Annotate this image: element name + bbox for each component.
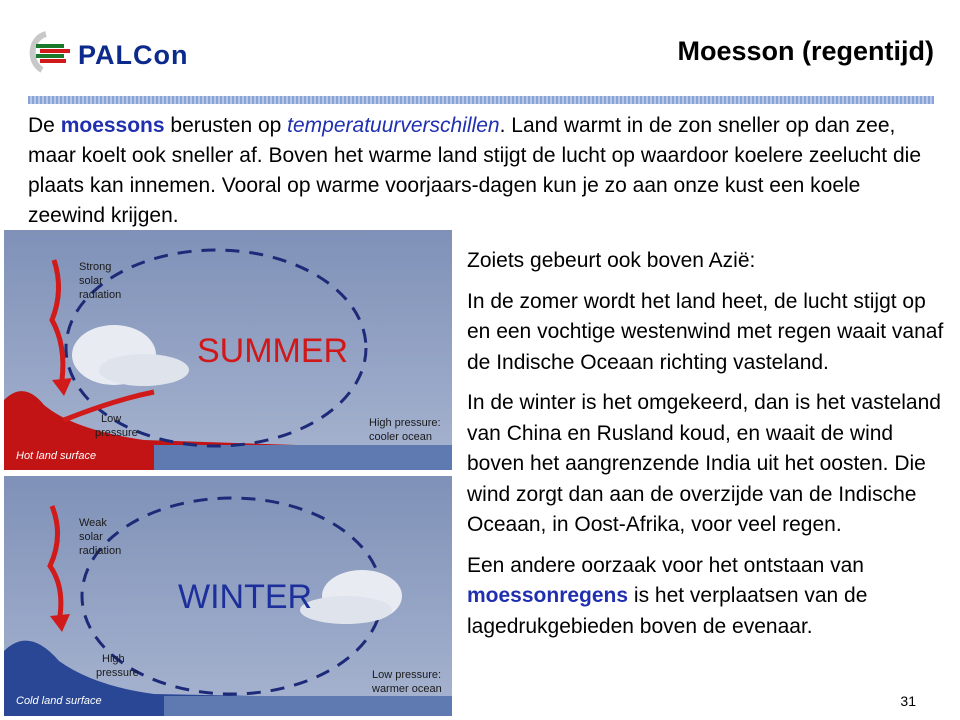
winter-title: WINTER: [178, 578, 313, 616]
logo-text: PALCon: [78, 40, 189, 70]
summer-low-label-2: pressure: [95, 427, 138, 439]
summer-radiation-label-1: Strong: [79, 261, 112, 273]
winter-high-label-2: pressure: [96, 667, 139, 679]
title-divider: [28, 96, 934, 104]
intro-text-2: berusten op: [164, 114, 288, 137]
right-paragraph-3: In de winter is het omgekeerd, dan is het vasteland van China en Rusland koud, en waait de wind boven het aangrenzende India uit het oosten. Die wind zorgt dan aan de overzijde van de Indische Oceaan, in Oost-Afrika, voor veel regen.: [467, 391, 941, 536]
page-number: 31: [900, 693, 916, 709]
winter-diagram: [4, 476, 452, 716]
right-paragraph-1: Zoiets gebeurt ook boven Azië:: [467, 249, 756, 272]
right-paragraph-2: In de zomer wordt het land heet, de lucht stijgt op en een vochtige westenwind met regen waait vanaf de Indische Oceaan richting vasteland.: [467, 289, 944, 374]
summer-high-label-1: High pressure:: [369, 417, 441, 429]
summer-diagram: [4, 230, 452, 470]
intro-italic: temperatuurverschillen: [287, 114, 500, 137]
summer-title: SUMMER: [197, 332, 349, 370]
right-p4-keyword: moessonregens: [467, 584, 629, 607]
winter-radiation-label-1: Weak: [79, 517, 107, 529]
winter-surface-label: Cold land surface: [16, 695, 102, 707]
winter-radiation-label-2: solar: [79, 531, 103, 543]
intro-text-1: De: [28, 114, 61, 137]
summer-low-label-1: Low: [101, 413, 122, 425]
intro-text-3: . Land warmt in de zon sneller op dan zee, maar koelt ook sneller af. Boven het warme land stijgt de lucht op waardoor koelere zeelucht die plaats kan innemen. Vooral op warme voorjaars-dagen kun je zo aan onze kust een koele zeewind krijgen.: [28, 114, 921, 227]
winter-high-label-1: High: [102, 653, 125, 665]
winter-radiation-label-3: radiation: [79, 545, 122, 557]
logo-hands-icon: [26, 28, 76, 76]
summer-ocean: [154, 445, 452, 470]
summer-radiation-label-2: solar: [79, 275, 103, 287]
summer-surface-label: Hot land surface: [16, 450, 97, 462]
summer-high-label-2: cooler ocean: [369, 431, 432, 443]
winter-low-label-1: Low pressure:: [372, 669, 442, 681]
palcon-logo: [26, 28, 216, 76]
right-column: [467, 246, 947, 652]
page-title: Moesson (regentijd): [677, 36, 934, 66]
right-paragraph-4: [467, 551, 947, 643]
right-p4-text-1: Een andere oorzaak voor het ontstaan van: [467, 553, 864, 577]
winter-ocean: [164, 696, 452, 716]
summer-radiation-label-3: radiation: [79, 289, 122, 301]
intro-paragraph: [28, 111, 940, 231]
winter-low-label-2: warmer ocean: [372, 683, 442, 695]
right-p4-text-2: is het verplaatsen van de lagedrukgebieden boven de evenaar.: [467, 584, 868, 638]
intro-keyword: moessons: [60, 114, 165, 137]
